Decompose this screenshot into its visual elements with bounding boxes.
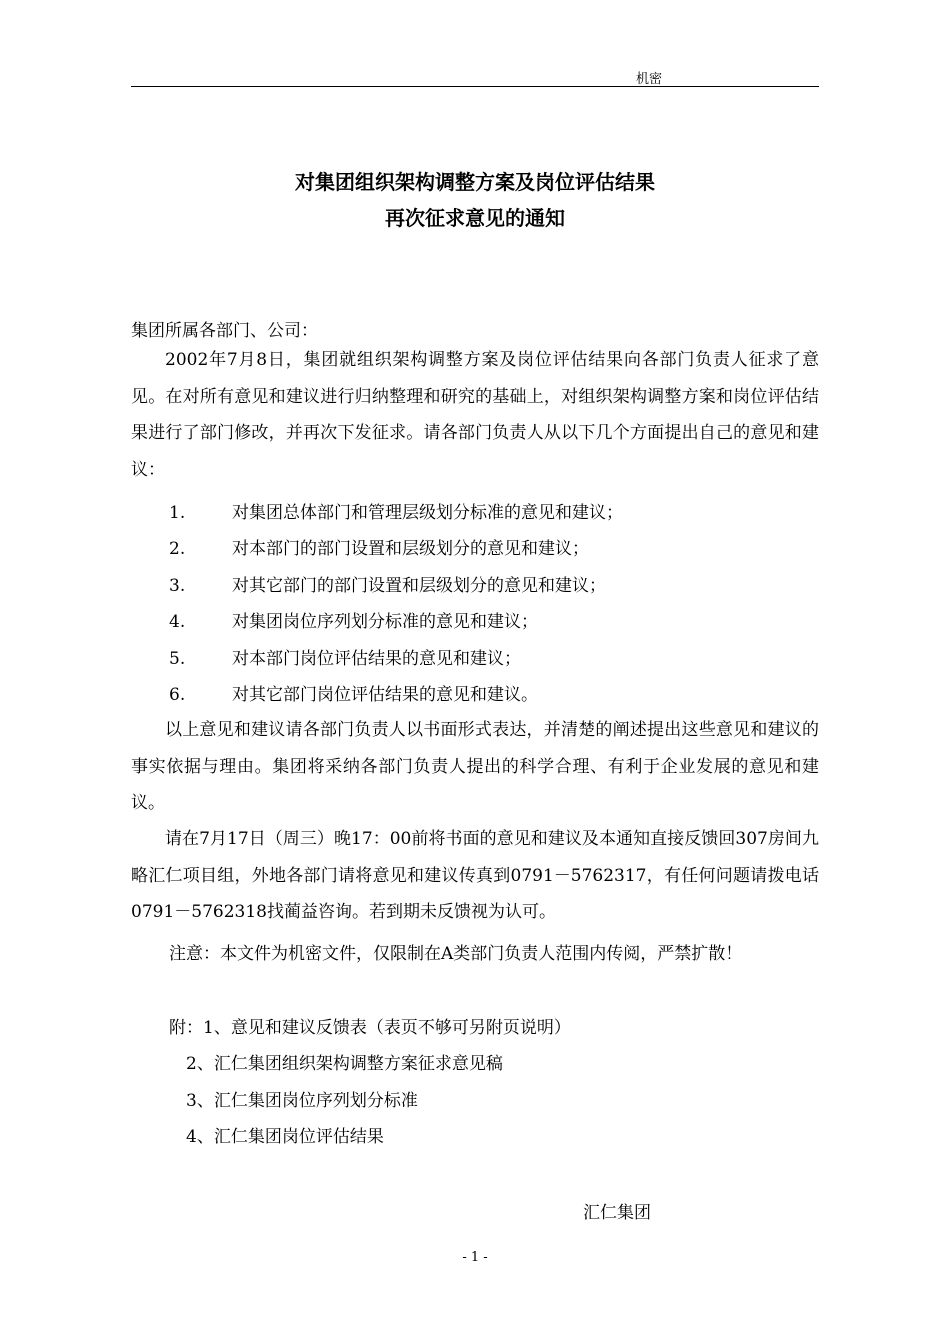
intro-paragraph: 2002年7月8日，集团就组织架构调整方案及岗位评估结果向各部门负责人征求了意见。在对所有意见和建议进行归纳整理和研究的基础上，对组织架构调整方案和岗位评估结果进行了部门修改，并再次下发征求。请各部门负责人从以下几个方面提出自己的意见和建议： [131, 350, 819, 480]
list-item-text: 对其它部门的部门设置和层级划分的意见和建议； [232, 576, 606, 596]
confidential-mark: 机密 [636, 72, 663, 87]
list-item [169, 498, 623, 523]
list-item-number: 3. [169, 576, 186, 596]
list-item-number: 6. [169, 685, 186, 705]
signature: 汇仁集团 [583, 1203, 651, 1223]
list-item-text: 对本部门岗位评估结果的意见和建议； [232, 649, 521, 669]
list-item-number: 4. [169, 612, 186, 632]
attachment-item: 附：1、意见和建议反馈表（表页不够可另附页说明） [169, 1018, 571, 1038]
list-item-text: 对其它部门岗位评估结果的意见和建议。 [232, 685, 538, 705]
deadline-paragraph: 请在7月17日（周三）晚17：00前将书面的意见和建议及本通知直接反馈回307房间九略汇仁项目组，外地各部门请将意见和建议传真到0791－5762317，有任何问题请拨电话0791－5762318找蔺益咨询。若到期未反馈视为认可。 [131, 829, 819, 922]
feedback-paragraph: 以上意见和建议请各部门负责人以书面形式表达，并清楚的阐述提出这些意见和建议的事实依据与理由。集团将采纳各部门负责人提出的科学合理、有利于企业发展的意见和建议。 [131, 720, 819, 813]
list-item [169, 680, 538, 705]
list-item-text: 对集团总体部门和管理层级划分标准的意见和建议； [232, 503, 623, 523]
list-item-number: 1. [169, 503, 186, 523]
header-rule [131, 86, 819, 87]
list-item [169, 571, 606, 596]
list-item-text: 对本部门的部门设置和层级划分的意见和建议； [232, 539, 589, 559]
list-item-text: 对集团岗位序列划分标准的意见和建议； [232, 612, 538, 632]
confidential-notice: 注意：本文件为机密文件，仅限制在A类部门负责人范围内传阅，严禁扩散！ [169, 944, 743, 964]
attachment-item: 2、汇仁集团组织架构调整方案征求意见稿 [186, 1054, 503, 1074]
page-number: - 1 - [462, 1250, 488, 1265]
document-title-line2: 再次征求意见的通知 [385, 206, 565, 230]
list-item-number: 2. [169, 539, 186, 559]
list-item [169, 607, 538, 632]
list-item [169, 644, 521, 669]
list-item [169, 534, 589, 559]
list-item-number: 5. [169, 649, 186, 669]
attachment-item: 4、汇仁集团岗位评估结果 [186, 1127, 384, 1147]
document-title-line1: 对集团组织架构调整方案及岗位评估结果 [295, 170, 655, 194]
attachment-item: 3、汇仁集团岗位序列划分标准 [186, 1091, 418, 1111]
salutation: 集团所属各部门、公司： [131, 321, 318, 341]
